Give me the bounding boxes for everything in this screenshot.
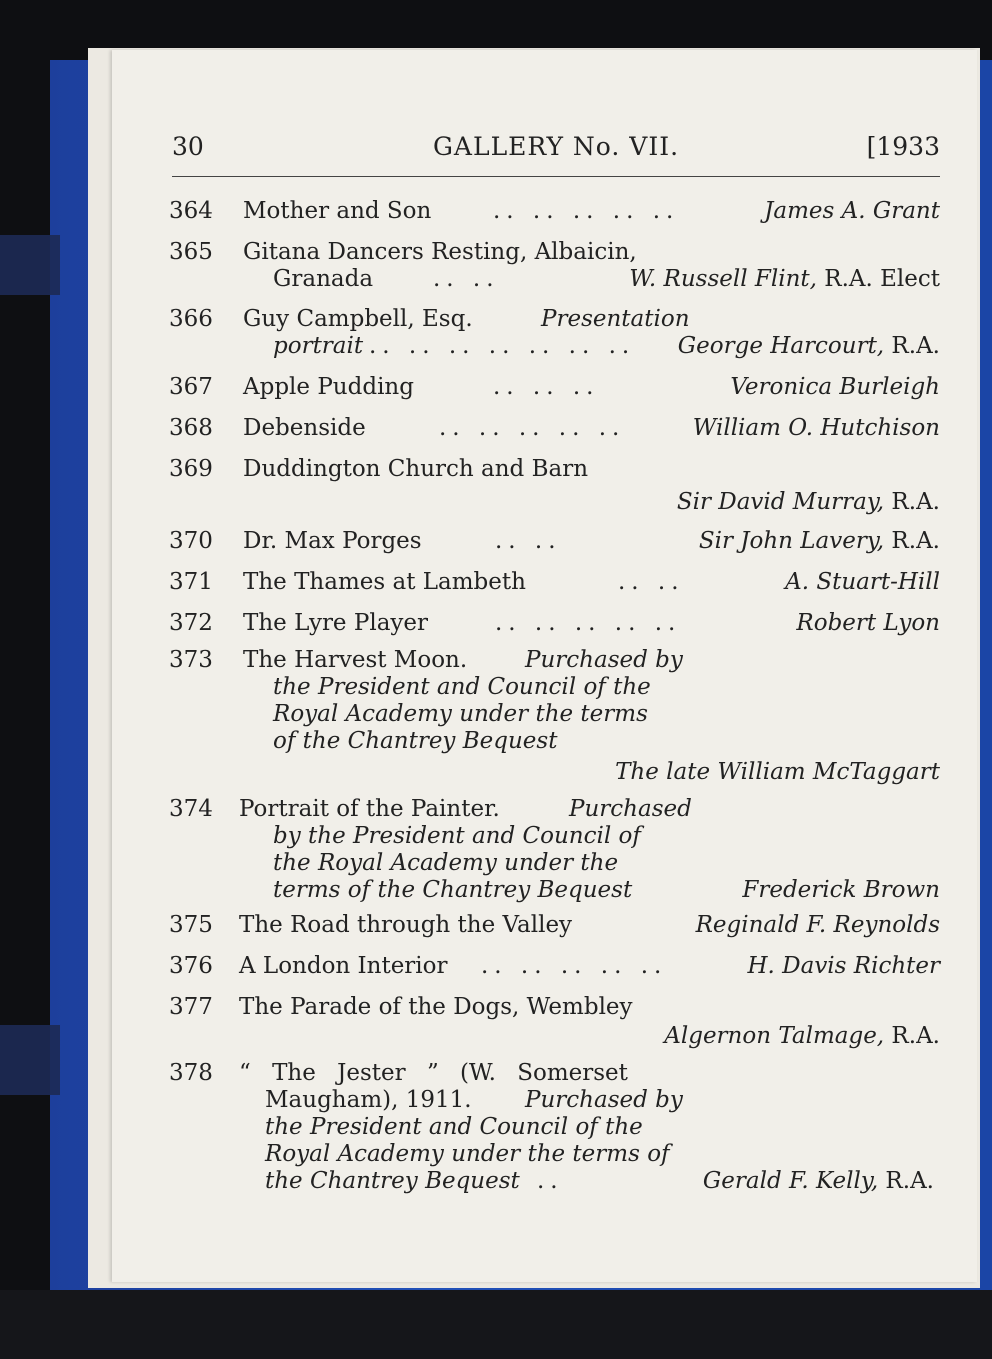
page-number: 30 (172, 132, 204, 161)
entry-364 (165, 198, 940, 225)
page-header (172, 128, 940, 168)
entry-365 (165, 239, 940, 293)
entry-number: 368 (169, 415, 213, 441)
entry-artist: Sir John Lavery, (698, 528, 885, 554)
entry-number: 370 (169, 528, 213, 554)
entry-title: Dr. Max Porges (243, 528, 422, 554)
entry-artist-suffix: R.A. (884, 528, 940, 554)
entry-note-cont: by the President and Council of (273, 823, 641, 849)
entry-title: Debenside (243, 415, 366, 441)
entry-title: The Harvest Moon. (243, 647, 468, 673)
entry-artist: Reginald F. Reynolds (695, 912, 940, 938)
entry-artist: William O. Hutchison (692, 415, 940, 441)
entry-note: Purchased by (525, 1087, 683, 1113)
entry-artist: Gerald F. Kelly, (702, 1168, 879, 1194)
entry-artist-suffix: R.A. (884, 333, 940, 359)
ribbon-bottom (0, 1025, 60, 1095)
entry-artist: Robert Lyon (796, 610, 940, 636)
entry-number: 367 (169, 374, 213, 400)
entry-note-cont: Royal Academy under the terms (273, 701, 648, 727)
entry-title: Duddington Church and Barn (243, 456, 589, 482)
entry-note-cont: the President and Council of the (265, 1114, 643, 1140)
entry-370 (165, 528, 940, 555)
entry-title: Mother and Son (243, 198, 432, 224)
entry-artist: Veronica Burleigh (730, 374, 940, 400)
entry-number: 374 (169, 796, 213, 822)
leader-dots: .. .. (495, 528, 562, 554)
entry-note-cont: portrait (273, 333, 364, 359)
entry-note: Presentation (541, 306, 690, 332)
entry-number: 376 (169, 953, 213, 979)
entry-artist-suffix: R.A. (884, 1023, 940, 1049)
entry-title: “ The Jester ” (W. Somerset (239, 1060, 628, 1086)
entry-376 (165, 953, 940, 980)
entry-title: The Lyre Player (243, 610, 428, 636)
entry-title: The Thames at Lambeth (243, 569, 526, 595)
entry-number: 375 (169, 912, 213, 938)
entry-note: Purchased (569, 796, 692, 822)
entry-number: 366 (169, 306, 213, 332)
entry-title-cont: Granada (273, 266, 374, 292)
entry-number: 365 (169, 239, 213, 265)
entry-number: 371 (169, 569, 213, 595)
entry-artist: Frederick Brown (742, 877, 940, 903)
entry-artist: A. Stuart-Hill (785, 569, 940, 595)
entry-number: 372 (169, 610, 213, 636)
leader-dots: .. .. .. (493, 374, 600, 400)
entry-artist-suffix: R.A. (884, 489, 940, 515)
entry-number: 378 (169, 1060, 213, 1086)
entry-371 (165, 569, 940, 596)
leader-dots: .. .. .. .. .. (493, 198, 680, 224)
entry-title: Portrait of the Painter. (239, 796, 500, 822)
entry-number: 377 (169, 994, 213, 1020)
entry-note-cont: terms of the Chantrey Bequest (273, 877, 633, 903)
entry-number: 364 (169, 198, 213, 224)
entry-373 (165, 647, 940, 786)
entry-number: 373 (169, 647, 213, 673)
leader-dots: .. (537, 1168, 564, 1194)
entry-artist: W. Russell Flint, (629, 266, 817, 292)
leader-dots: .. .. .. .. .. (439, 415, 626, 441)
entry-title: The Road through the Valley (239, 912, 573, 938)
entries-list (165, 190, 940, 1195)
entry-artist: James A. Grant (764, 198, 940, 224)
entry-372 (165, 610, 940, 637)
leader-dots: .. .. .. .. .. (481, 953, 668, 979)
entry-375 (165, 912, 940, 939)
leader-dots: .. .. .. .. .. (495, 610, 682, 636)
header-rule (172, 176, 940, 177)
page-title: GALLERY No. VII. (432, 132, 680, 161)
entry-title: A London Interior (239, 953, 448, 979)
ribbon-top (0, 235, 60, 295)
entry-title: The Parade of the Dogs, Wembley (239, 994, 633, 1020)
entry-artist-suffix: R.A. Elect (816, 266, 940, 292)
entry-artist: Algernon Talmage, (664, 1023, 885, 1049)
entry-artist-suffix: R.A. (878, 1168, 934, 1194)
entry-374 (165, 796, 940, 904)
entry-note-cont: of the Chantrey Bequest (273, 728, 558, 754)
entry-title: Guy Campbell, Esq. (243, 306, 473, 332)
page-year: [1933 (866, 132, 940, 161)
entry-title-cont: Maugham), 1911. (265, 1087, 472, 1113)
entry-366 (165, 306, 940, 360)
entry-note-cont: the Chantrey Bequest (265, 1168, 520, 1194)
entry-note-cont: the Royal Academy under the (273, 850, 619, 876)
entry-378 (165, 1060, 940, 1195)
leader-dots: .. .. (618, 569, 685, 595)
entry-368 (165, 415, 940, 442)
table-surface (0, 1290, 992, 1359)
leader-dots: .. .. .. .. .. .. .. (369, 333, 636, 359)
entry-note-cont: the President and Council of the (273, 674, 651, 700)
entry-artist: George Harcourt, (677, 333, 885, 359)
entry-367 (165, 374, 940, 401)
entry-title: Apple Pudding (243, 374, 414, 400)
entry-artist: The late William McTaggart (615, 759, 940, 785)
entry-artist: H. Davis Richter (747, 953, 940, 979)
entry-note-cont: Royal Academy under the terms of (265, 1141, 670, 1167)
entry-note: Purchased by (525, 647, 683, 673)
entry-number: 369 (169, 456, 213, 482)
entry-title: Gitana Dancers Resting, Albaicin, (243, 239, 637, 265)
entry-377 (165, 994, 940, 1050)
leader-dots: .. .. (433, 266, 500, 292)
entry-artist: Sir David Murray, (676, 489, 885, 515)
entry-369 (165, 456, 940, 516)
